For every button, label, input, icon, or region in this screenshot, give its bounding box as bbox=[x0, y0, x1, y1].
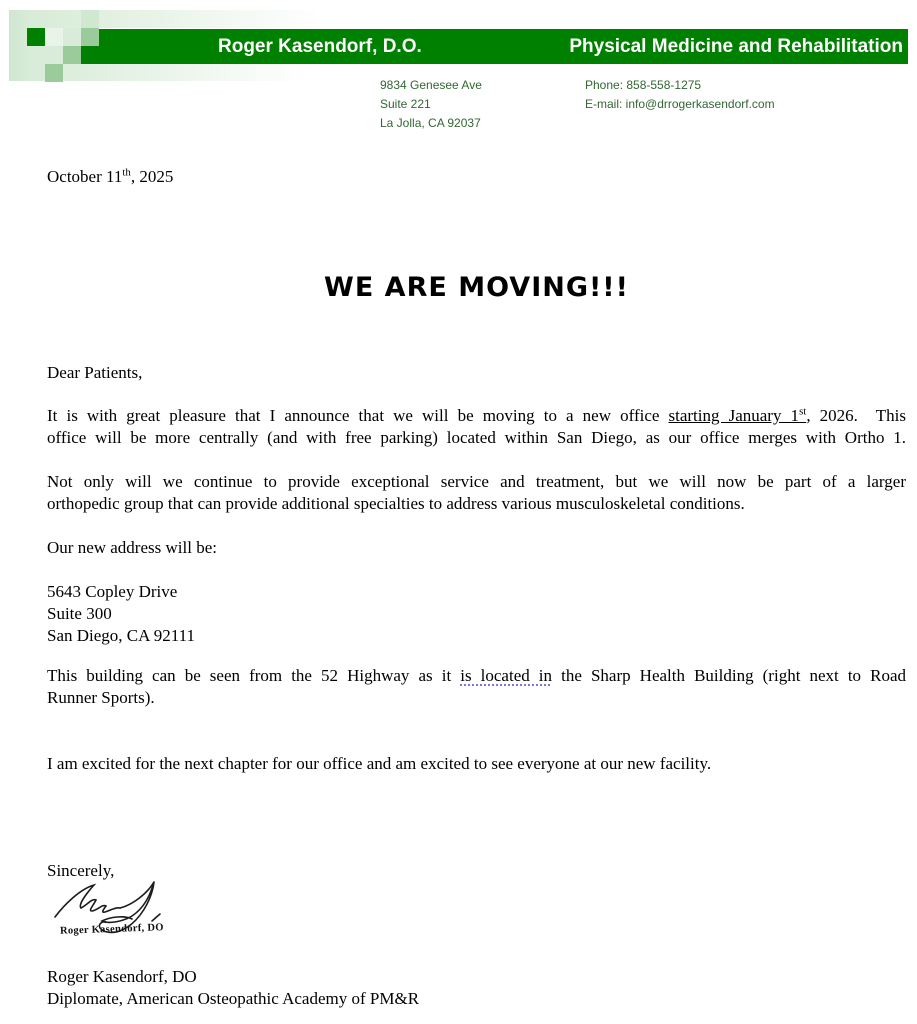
address-line: La Jolla, CA 92037 bbox=[380, 116, 481, 130]
body-text: the Sharp Health Building (right next to Road bbox=[552, 666, 906, 685]
new-address-line: Suite 300 bbox=[47, 604, 112, 623]
paragraph-moving bbox=[47, 405, 906, 449]
logo-square bbox=[63, 46, 81, 64]
address-line: Suite 221 bbox=[380, 97, 431, 111]
paragraph-location bbox=[47, 665, 906, 709]
logo-bottom-band bbox=[45, 64, 330, 81]
signature-block bbox=[48, 877, 198, 943]
logo-square bbox=[81, 10, 99, 28]
body-text: starting January 1 bbox=[668, 406, 800, 425]
date-superscript: th bbox=[122, 166, 131, 179]
underlined-text bbox=[669, 406, 807, 425]
grammar-underlined-text: is located in bbox=[460, 666, 553, 685]
logo-square bbox=[45, 46, 63, 64]
greeting: Dear Patients, bbox=[47, 363, 143, 382]
paragraph-line bbox=[47, 405, 906, 427]
headline: WE ARE MOVING!!! bbox=[324, 272, 629, 303]
email-address: E-mail: info@drrogerkasendorf.com bbox=[585, 97, 775, 111]
practice-specialty: Physical Medicine and Rehabilitation bbox=[569, 35, 903, 57]
logo-square bbox=[27, 28, 45, 46]
body-text: This building can be seen from the 52 Highway as it bbox=[47, 666, 461, 685]
date-text: October 11 bbox=[47, 167, 123, 186]
paragraph-line bbox=[47, 665, 906, 687]
paragraph-line: Not only will we continue to provide exceptional service and treatment, but we will now be part of a larger bbox=[47, 472, 906, 491]
new-address-line: San Diego, CA 92111 bbox=[47, 626, 195, 645]
new-address-line: 5643 Copley Drive bbox=[47, 582, 178, 601]
doctor-name: Roger Kasendorf, D.O. bbox=[218, 35, 422, 57]
logo-square bbox=[81, 46, 99, 64]
signature-caption: Roger Kasendorf, DO bbox=[59, 922, 164, 937]
phone-number: Phone: 858-558-1275 bbox=[585, 78, 702, 92]
logo-square bbox=[63, 28, 81, 46]
closing: Sincerely, bbox=[47, 861, 115, 880]
new-address bbox=[47, 581, 906, 647]
logo-square bbox=[45, 64, 63, 82]
date-line bbox=[47, 166, 906, 188]
ordinal-superscript: st bbox=[799, 405, 807, 418]
logo-square bbox=[45, 28, 63, 46]
paragraph-excited: I am excited for the next chapter for our office and am excited to see everyone at our new facility. bbox=[47, 754, 712, 773]
header-bar bbox=[99, 29, 908, 64]
paragraph-line: orthopedic group that can provide additional specialties to address various musculoskeletal conditions. bbox=[47, 494, 745, 513]
office-contact bbox=[585, 76, 775, 114]
logo-square bbox=[81, 28, 99, 46]
signer-name: Roger Kasendorf, DO bbox=[47, 967, 197, 986]
address-line: 9834 Genesee Ave bbox=[380, 78, 482, 92]
paragraph-line: Runner Sports). bbox=[47, 688, 155, 707]
address-intro: Our new address will be: bbox=[47, 538, 217, 557]
paragraph-line: office will be more centrally (and with free parking) located within San Diego, as our office merges with Ortho 1. bbox=[47, 428, 906, 447]
signer-credentials: Diplomate, American Osteopathic Academy of PM&R bbox=[47, 989, 420, 1008]
paragraph-services bbox=[47, 471, 906, 515]
date-text: , 2025 bbox=[130, 167, 174, 186]
office-address bbox=[380, 76, 482, 133]
body-text: It is with great pleasure that I announce that we will be moving to a new office bbox=[47, 406, 669, 425]
body-text: , 2026. This bbox=[806, 406, 907, 425]
